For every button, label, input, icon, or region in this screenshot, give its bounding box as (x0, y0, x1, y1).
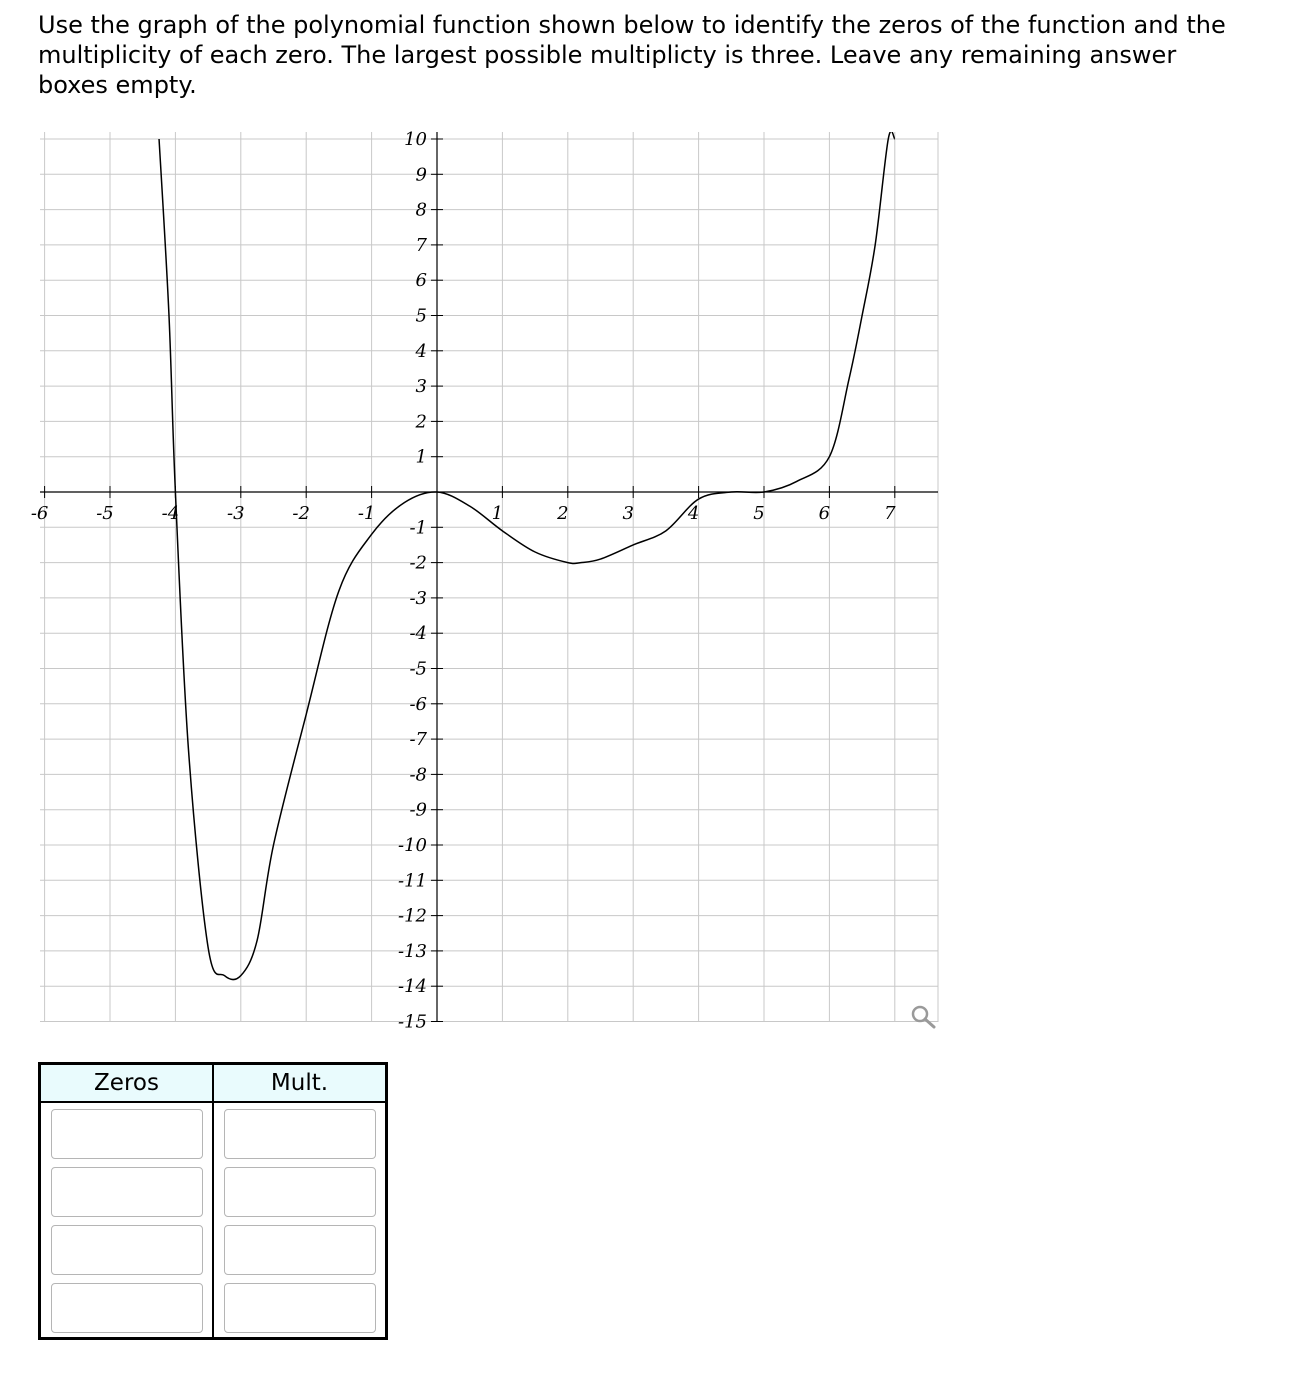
x-tick-label: -3 (227, 503, 245, 524)
answer-row-3 (40, 1221, 387, 1279)
y-tick-label: -6 (409, 693, 427, 715)
zeros-header: Zeros (40, 1064, 214, 1103)
y-tick-label: -15 (398, 1011, 427, 1033)
zero-input-3[interactable] (51, 1225, 203, 1275)
x-tick-label: 1 (491, 503, 504, 524)
y-tick-label: -4 (409, 623, 427, 645)
y-tick-label: -1 (409, 517, 427, 539)
y-tick-label: 8 (415, 199, 427, 221)
x-tick-label: 6 (818, 503, 831, 524)
x-tick-label: 2 (557, 503, 569, 524)
x-tick-label: -1 (357, 503, 376, 524)
y-tick-label: -10 (398, 835, 427, 856)
y-tick-label: 2 (415, 411, 427, 433)
mult-input-1[interactable] (224, 1109, 376, 1159)
y-tick-label: 6 (415, 270, 427, 292)
x-tick-label: 3 (622, 503, 634, 524)
x-tick-label: -6 (30, 503, 49, 524)
y-tick-label: 7 (415, 234, 427, 256)
mult-header: Mult. (213, 1064, 387, 1103)
question-text: Use the graph of the polynomial function shown below to identify the zeros of the function and the multiplicity of each zero. The largest possible multiplicty is three. Leave any remaining answer boxes empty. (38, 11, 1226, 99)
y-tick-label: 9 (415, 164, 427, 186)
mult-input-4[interactable] (224, 1283, 376, 1333)
zero-input-2[interactable] (51, 1167, 203, 1217)
mult-input-2[interactable] (224, 1167, 376, 1217)
y-tick-label: -9 (409, 799, 427, 821)
y-tick-label: 1 (415, 446, 427, 468)
x-tick-label: -4 (161, 503, 180, 524)
y-tick-label: -14 (398, 976, 427, 998)
y-tick-label: 4 (415, 340, 427, 362)
answer-row-2 (40, 1163, 387, 1221)
zero-input-4[interactable] (51, 1283, 203, 1333)
y-tick-label: -13 (398, 940, 427, 962)
y-tick-label: 10 (404, 129, 427, 150)
y-tick-label: -11 (398, 870, 427, 892)
x-tick-label: -5 (96, 503, 114, 524)
zoom-icon[interactable] (906, 1002, 940, 1032)
x-tick-label: -2 (292, 503, 310, 524)
y-tick-label: 5 (415, 305, 427, 327)
zero-input-1[interactable] (51, 1109, 203, 1159)
y-tick-label: -5 (409, 658, 427, 680)
mult-input-3[interactable] (224, 1225, 376, 1275)
answer-table (38, 1062, 388, 1340)
answer-row-4 (40, 1279, 387, 1339)
y-tick-label: 3 (415, 376, 427, 398)
polynomial-curve (159, 131, 895, 979)
x-tick-label: 5 (753, 503, 765, 524)
y-tick-label: -3 (409, 587, 427, 609)
y-tick-label: -12 (398, 905, 427, 927)
x-tick-label: 7 (884, 503, 896, 524)
answer-row-1 (40, 1102, 387, 1163)
y-tick-label: -2 (409, 552, 427, 574)
x-tick-label: 4 (687, 503, 700, 524)
y-tick-label: -8 (409, 764, 427, 786)
y-tick-label: -7 (409, 729, 427, 751)
